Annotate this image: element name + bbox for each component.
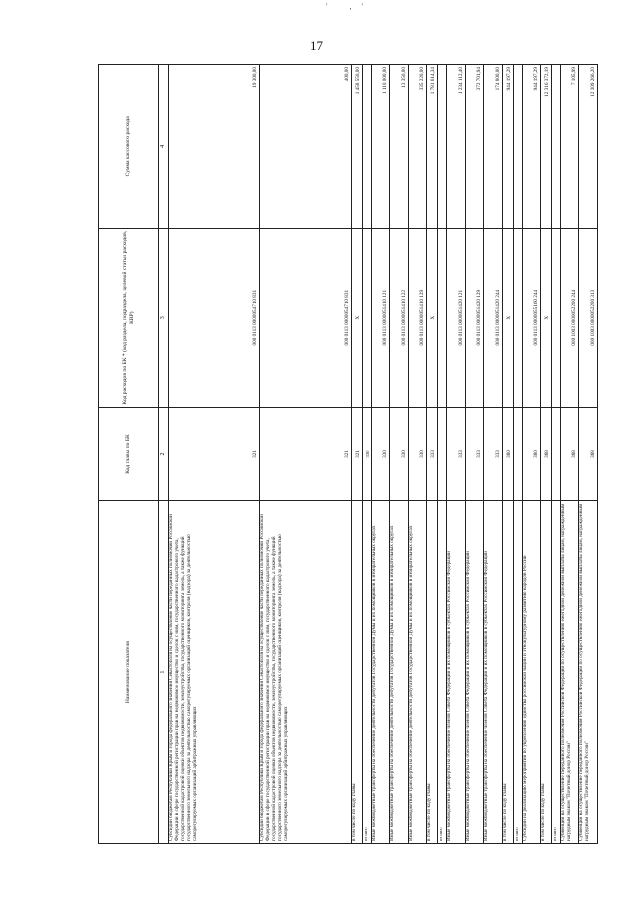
row-kbk-code: X — [351, 228, 362, 407]
row-chapter-code — [438, 407, 447, 500]
row-chapter-code: 388 — [579, 407, 598, 500]
column-number: 2 — [159, 407, 169, 500]
scan-marks: ' ,' — [326, 2, 373, 11]
row-sum: 12 309 266,20 — [579, 65, 598, 229]
column-number: 1 — [159, 501, 169, 844]
row-chapter-code: 333 — [447, 407, 466, 500]
row-kbk-code: 000 0113 0000054710 831 — [168, 228, 260, 407]
table-row — [371, 65, 390, 844]
table-row — [363, 65, 372, 844]
row-chapter-code — [552, 407, 561, 500]
row-chapter-code: 333 — [427, 407, 438, 500]
row-sum: 335 220,00 — [408, 65, 427, 229]
row-sum: 12 316 372,19 — [541, 65, 552, 229]
header-kbk-code: Код расходов по БК * (код раздела, подраздела, целевой статьи расходов, КВР) — [99, 228, 159, 407]
row-kbk-code: 000 1003 0000052200 313 — [579, 228, 598, 407]
row-kbk-code — [438, 228, 447, 407]
row-chapter-code: 321 — [351, 407, 362, 500]
row-kbk-code — [513, 228, 522, 407]
table-row — [408, 65, 427, 844]
row-chapter-code: 321 — [168, 407, 260, 500]
row-kbk-code: X — [541, 228, 552, 407]
header-name: Наименование показателя — [99, 501, 159, 844]
table-row — [522, 65, 541, 844]
row-kbk-code: 000 0113 0000051420 121 — [447, 228, 466, 407]
row-sum: 1 110 000,00 — [371, 65, 390, 229]
row-name: Иные межбюджетные трансферты на обеспечение членов Совета Федерации и их помощников в субъектах Российской Федерации — [465, 501, 484, 844]
row-name: Иные межбюджетные трансферты на обеспечение членов Совета Федерации и их помощников в субъектах Российской Федерации — [447, 501, 466, 844]
table-row — [390, 65, 409, 844]
row-name: в том числе по коду главы — [351, 501, 362, 844]
row-chapter-code: 333 — [465, 407, 484, 500]
row-kbk-code: X — [427, 228, 438, 407]
row-chapter-code: 333 — [484, 407, 503, 500]
table-row — [513, 65, 522, 844]
table-row — [579, 65, 598, 844]
column-number: 4 — [159, 65, 169, 229]
table-frame — [98, 64, 598, 844]
row-kbk-code: 000 0113 0000051410 129 — [408, 228, 427, 407]
row-chapter-code: 330 — [363, 407, 372, 500]
row-name: в том числе по коду главы — [427, 501, 438, 844]
column-number: 3 — [159, 228, 169, 407]
table-row — [502, 65, 513, 844]
row-sum: 7 105,99 — [560, 65, 579, 229]
table-row — [484, 65, 503, 844]
row-sum: 944 197,29 — [502, 65, 513, 229]
row-kbk-code: 000 1003 0000052200 244 — [560, 228, 579, 407]
row-sum: 13 350,00 — [390, 65, 409, 229]
table-row — [541, 65, 552, 844]
header-chapter-code: Код главы по БК — [99, 407, 159, 500]
row-kbk-code: 000 0113 0000051410 122 — [390, 228, 409, 407]
row-sum: 944 197,29 — [522, 65, 541, 229]
row-kbk-code — [363, 228, 372, 407]
row-name: Субвенции на осуществление переданного полномочия Российской Федерации по осуществлению ежегодной денежной выплаты лицам, награжденным нагрудным знаком "Почетный донор России" — [579, 501, 598, 844]
row-name: из них: — [363, 501, 372, 844]
table-row — [351, 65, 362, 844]
row-sum: 400,00 — [260, 65, 352, 229]
row-name: Субсидии на реализацию мероприятий по укреплению единства российской нации и этнокультурному развитию народов России — [522, 501, 541, 844]
row-chapter-code: 380 — [522, 407, 541, 500]
row-sum: 19 300,00 — [168, 65, 260, 229]
row-sum: 174 800,00 — [484, 65, 503, 229]
row-sum — [438, 65, 447, 229]
row-kbk-code — [552, 228, 561, 407]
row-name: Субвенции на осуществление переданного полномочия Российской Федерации по осуществлению ежегодной денежной выплаты лицам, награжденным нагрудным знаком "Почетный донор России" — [560, 501, 579, 844]
table-row — [560, 65, 579, 844]
row-name: Иные межбюджетные трансферты на обеспечение деятельности депутатов Государственной Думы и их помощников в избирательных округах — [408, 501, 427, 844]
row-chapter-code: 330 — [408, 407, 427, 500]
row-kbk-code: X — [502, 228, 513, 407]
row-sum: 1 781 614,34 — [427, 65, 438, 229]
row-name: из них: — [438, 501, 447, 844]
page-number: 17 — [310, 38, 323, 53]
table-row — [168, 65, 260, 844]
row-chapter-code: 330 — [371, 407, 390, 500]
row-chapter-code: 388 — [541, 407, 552, 500]
column-number-row — [159, 65, 169, 844]
row-sum — [552, 65, 561, 229]
row-sum — [363, 65, 372, 229]
table-row — [465, 65, 484, 844]
row-name: Иные межбюджетные трансферты на обеспечение деятельности депутатов Государственной Думы и их помощников в избирательных округах — [390, 501, 409, 844]
row-chapter-code — [513, 407, 522, 500]
row-sum: 1 458 550,00 — [351, 65, 362, 229]
row-kbk-code: 000 0113 0000055160 244 — [522, 228, 541, 407]
header-row — [99, 65, 159, 844]
row-sum — [513, 65, 522, 229]
row-name: Субсидии бюджетам Республики Крым и города федерального значения Севастополя на осуществление части переданных полномочий Российской Федерации в сфере государственной регистрации прав на недвижимое имущество и сделок с ним, государственного кадастрового учета, государственной кадастровой оценки объектов недвижимости, землеустройства, государственного мониторинга земель, а также функций государственного земельного надзора за деятельностью саморегулируемых организаций оценщиков, контроля (надзора) за деятельностью саморегулируемых организаций арбитражных управляющих — [168, 501, 260, 844]
row-chapter-code: 380 — [502, 407, 513, 500]
row-kbk-code: 000 0113 0000054710 831 — [260, 228, 352, 407]
row-name: из них: — [513, 501, 522, 844]
header-sum: Сумма кассового расхода — [99, 65, 159, 229]
row-name: из них: — [552, 501, 561, 844]
expenditure-table — [98, 64, 598, 844]
row-chapter-code: 330 — [390, 407, 409, 500]
row-sum: 1 234 112,40 — [447, 65, 466, 229]
row-chapter-code: 388 — [560, 407, 579, 500]
row-name: Иные межбюджетные трансферты на обеспечение членов Совета Федерации и их помощников в субъектах Российской Федерации — [484, 501, 503, 844]
table-row — [260, 65, 352, 844]
row-kbk-code: 000 0113 0000051410 121 — [371, 228, 390, 407]
row-name: в том числе по коду главы — [502, 501, 513, 844]
table-row — [427, 65, 438, 844]
row-kbk-code: 000 0113 0000051420 129 — [465, 228, 484, 407]
row-chapter-code: 321 — [260, 407, 352, 500]
table-row — [447, 65, 466, 844]
row-name: в том числе по коду главы — [541, 501, 552, 844]
row-sum: 372 701,94 — [465, 65, 484, 229]
row-name: Субсидии бюджетам Республики Крым и города федерального значения Севастополя на осуществление части переданных полномочий Российской Федерации в сфере государственной регистрации прав на недвижимое имущество и сделок с ним, государственного кадастрового учета, государственной кадастровой оценки объектов недвижимости, землеустройства, государственного мониторинга земель, а также функций государственного земельного надзора за деятельностью саморегулируемых организаций оценщиков, контроля (надзора) за деятельностью саморегулируемых организаций арбитражных управляющих — [260, 501, 352, 844]
rotated-table-container — [98, 64, 598, 844]
row-kbk-code: 000 0113 0000051420 244 — [484, 228, 503, 407]
row-name: Иные межбюджетные трансферты на обеспечение деятельности депутатов Государственной Думы и их помощников в избирательных округах — [371, 501, 390, 844]
